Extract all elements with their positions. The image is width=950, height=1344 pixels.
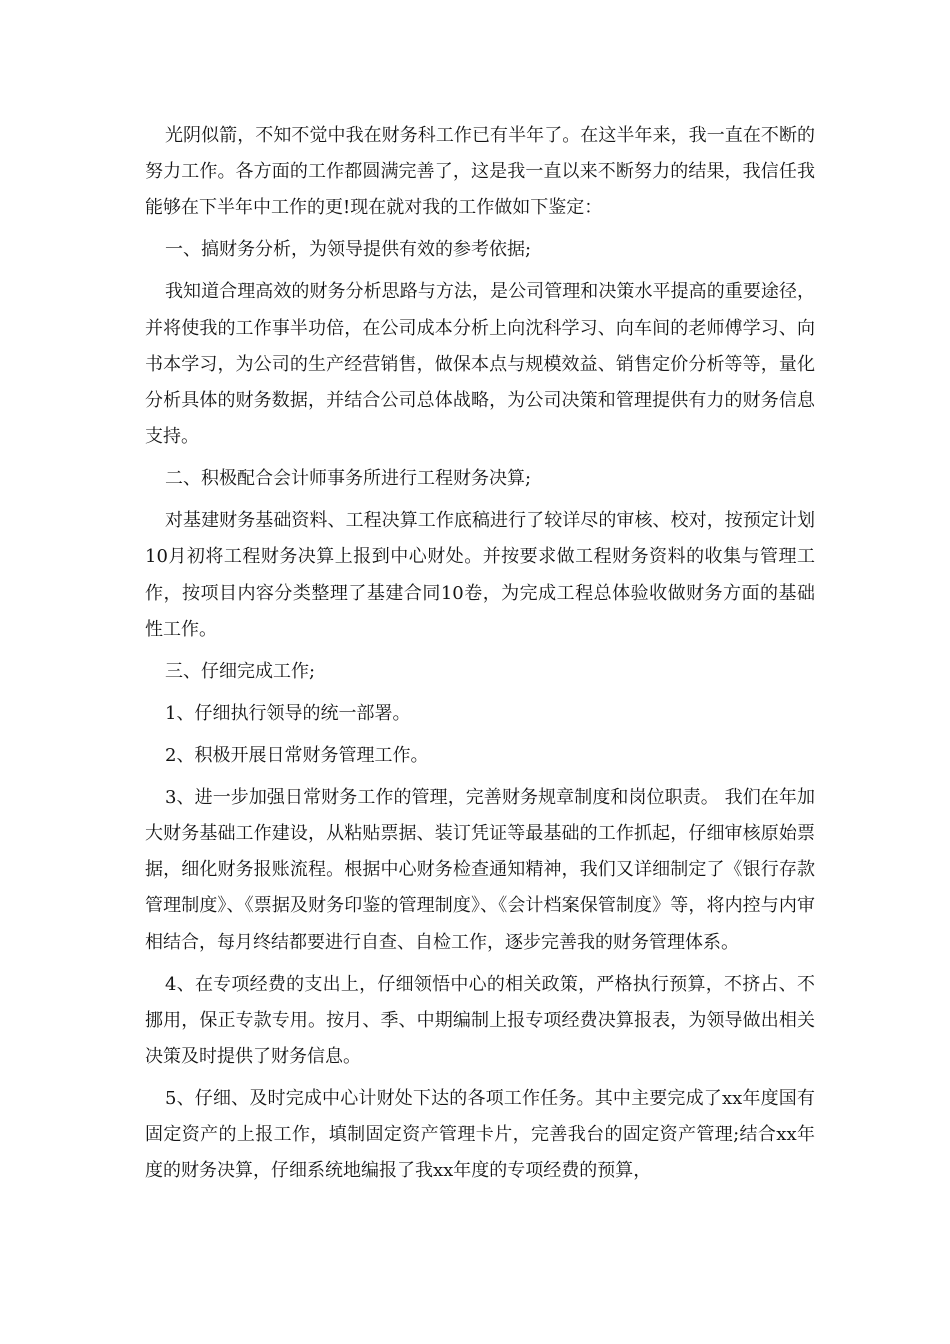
list-item-4: 4、在专项经费的支出上，仔细领悟中心的相关政策，严格执行预算，不挤占、不挪用，保正专款专用。按月、季、中期编制上报专项经费决算报表，为领导做出相关决策及时提供了财务信息。 <box>145 973 815 1068</box>
heading-section-1: 一、搞财务分析，为领导提供有效的参考依据; <box>165 239 532 261</box>
list-item-1: 1、仔细执行领导的统一部署。 <box>165 702 411 724</box>
list-item-2: 2、积极开展日常财务管理工作。 <box>165 744 429 766</box>
paragraph-intro: 光阴似箭，不知不觉中我在财务科工作已有半年了。在这半年来，我一直在不断的努力工作。各方面的工作都圆满完善了，这是我一直以来不断努力的结果，我信任我能够在下半年中工作的更!现在就对我的工作做如下鉴定： <box>145 125 815 219</box>
list-item-3: 3、进一步加强日常财务工作的管理，完善财务规章制度和岗位职责。 我们在年加大财务基础工作建设，从粘贴票据、装订凭证等最基础的工作抓起，仔细审核原始票据，细化财务报账流程。根据中心财务检查通知精神，我们又详细制定了《银行存款管理制度》、《票据及财务印鉴的管理制度》、《会计档案保管制度》等，将内控与内审相结合，每月终结都要进行自查、自检工作，逐步完善我的财务管理体系。 <box>145 786 815 953</box>
list-item-5: 5、仔细、及时完成中心计财处下达的各项工作任务。其中主要完成了xx年度国有固定资产的上报工作，填制固定资产管理卡片，完善我台的固定资产管理;结合xx年度的财务决算，仔细系统地编报了我xx年度的专项经费的预算， <box>145 1088 815 1182</box>
heading-section-3: 三、仔细完成工作; <box>165 660 316 682</box>
paragraph-financial-analysis: 我知道合理高效的财务分析思路与方法，是公司管理和决策水平提高的重要途径，并将使我的工作事半功倍，在公司成本分析上向沈科学习、向车间的老师傅学习、向书本学习，为公司的生产经营销售，做保本点与规模效益、销售定价分析等等，量化分析具体的财务数据，并结合公司总体战略，为公司决策和管理提供有力的财务信息支持。 <box>145 281 815 448</box>
paragraph-project-settlement: 对基建财务基础资料、工程决算工作底稿进行了较详尽的审核、校对，按预定计划10月初将工程财务决算上报到中心财处。并按要求做工程财务资料的收集与管理工作，按项目内容分类整理了基建合同10卷，为完成工程总体验收做财务方面的基础性工作。 <box>145 510 815 640</box>
heading-section-2: 二、积极配合会计师事务所进行工程财务决算; <box>165 468 532 490</box>
document-body <box>145 118 815 1195</box>
